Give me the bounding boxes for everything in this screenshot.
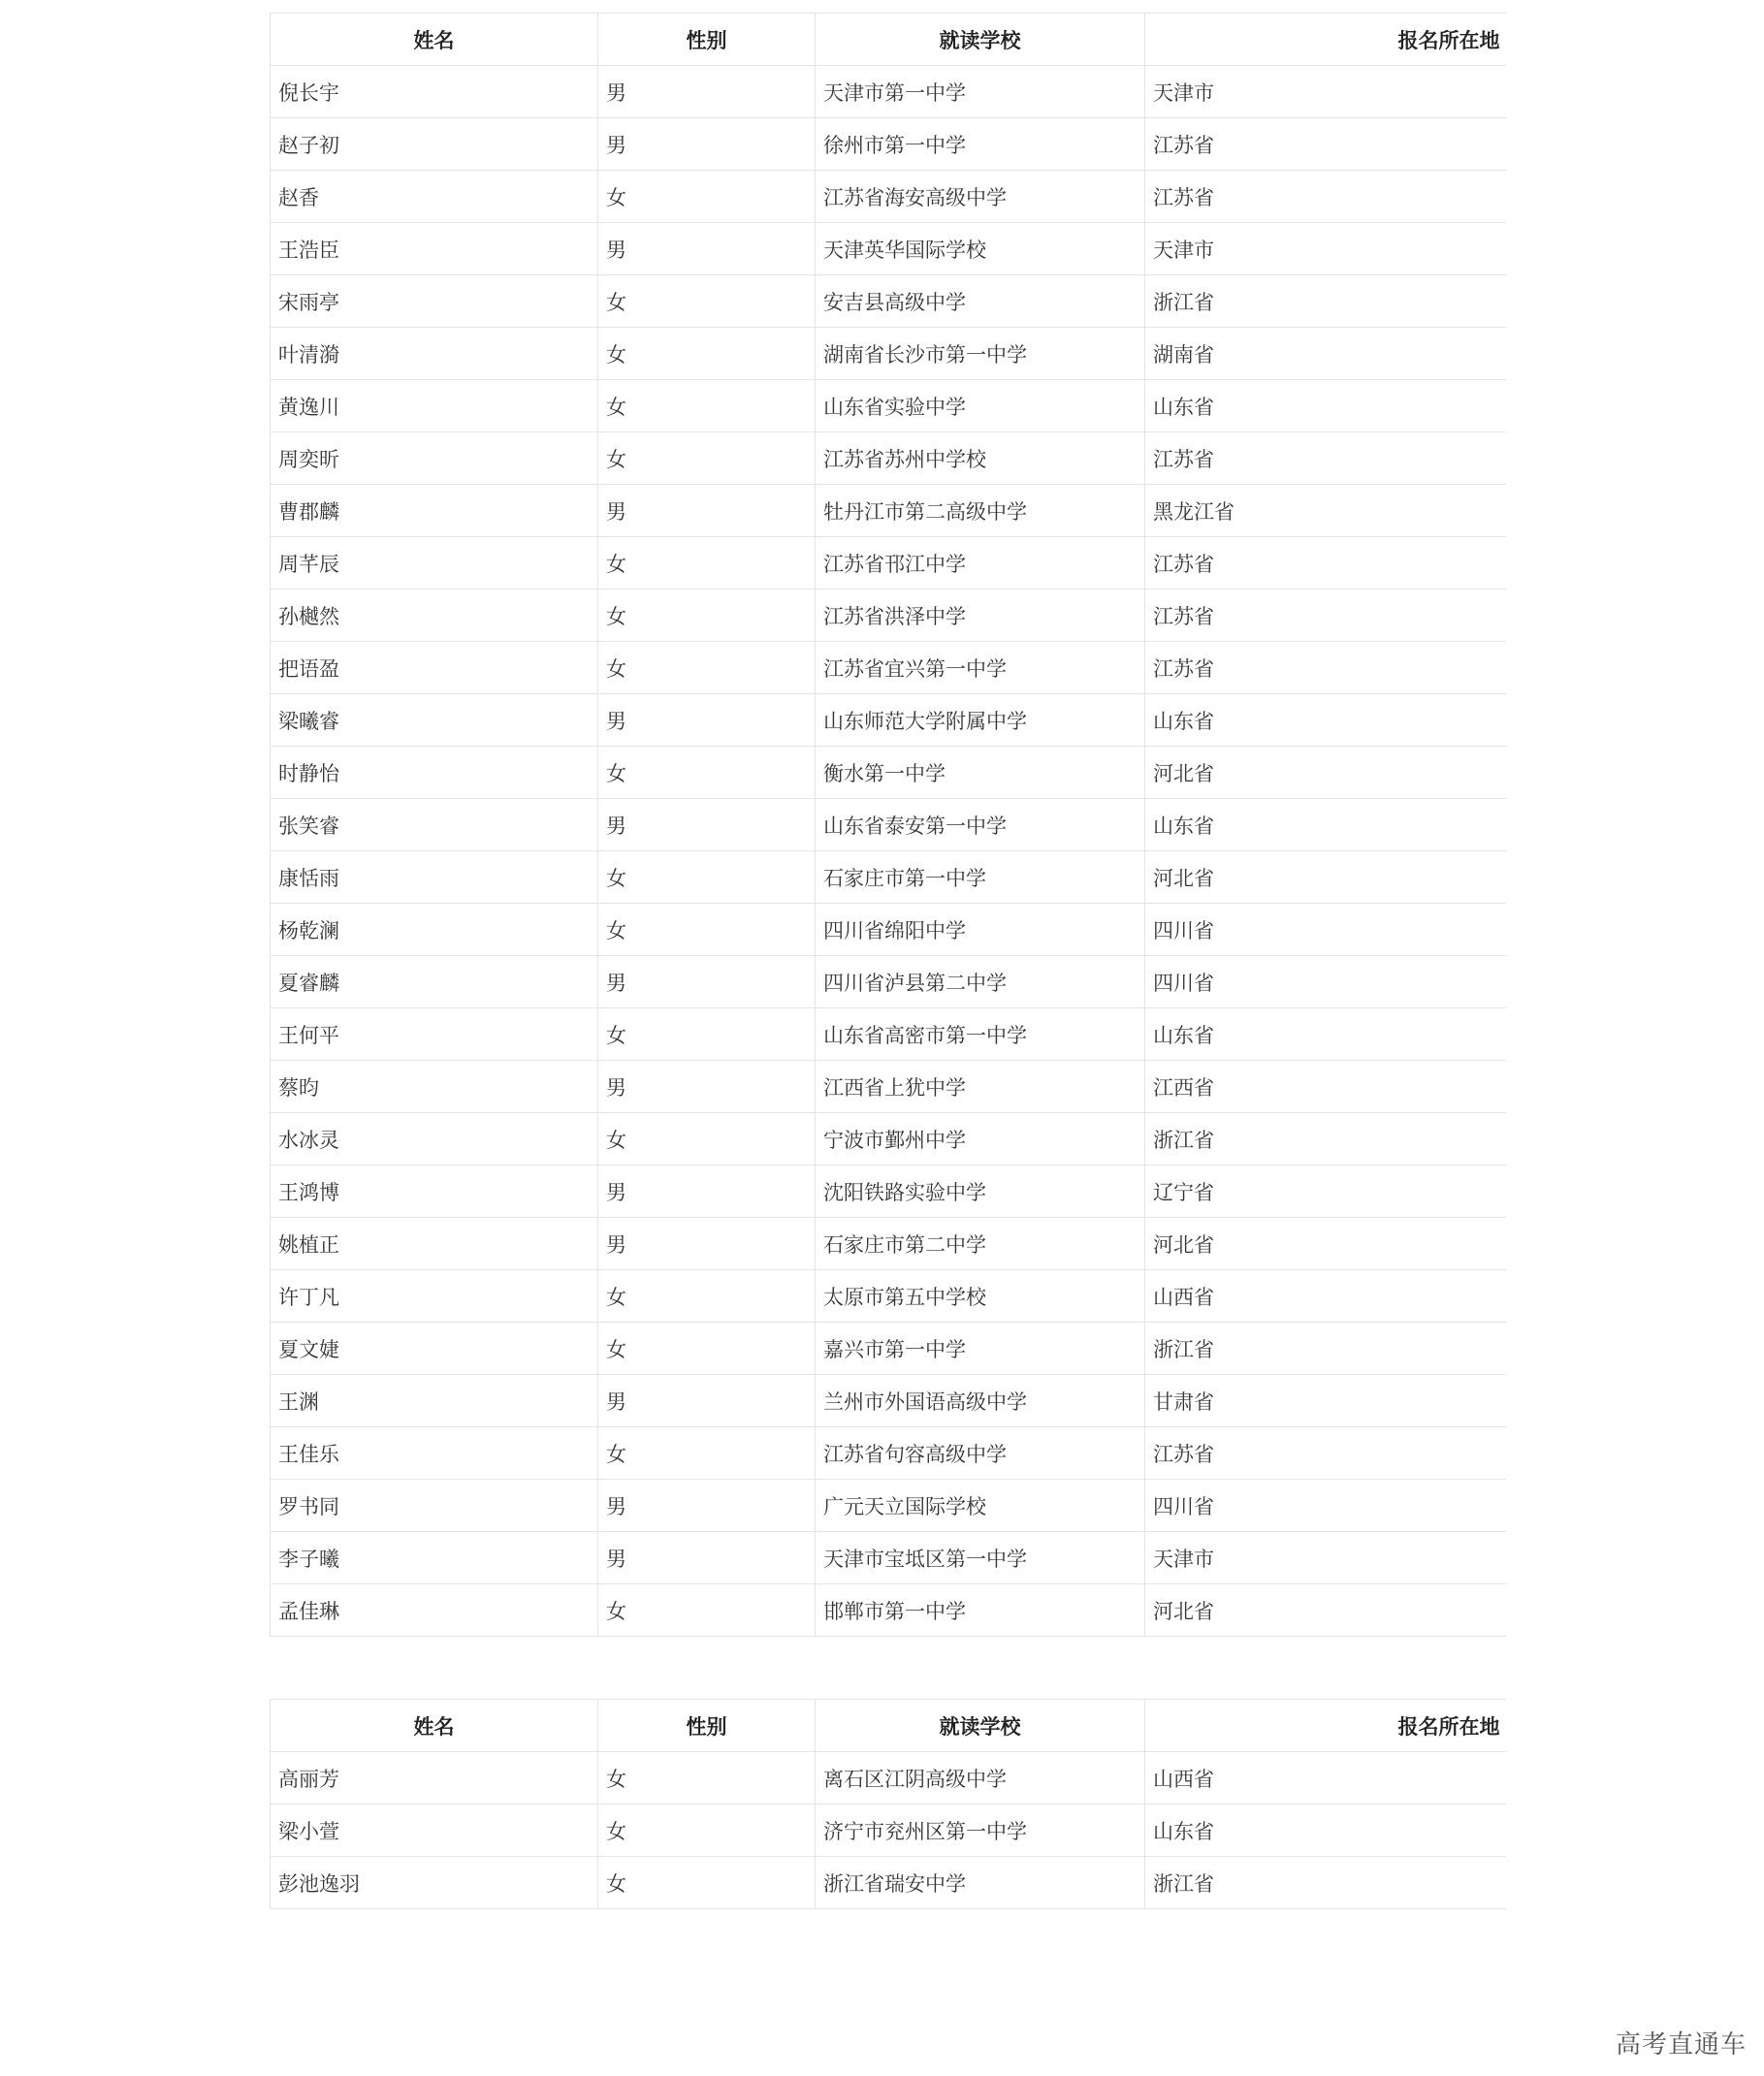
table-row	[271, 1584, 1506, 1637]
cell-name: 孙樾然	[271, 590, 598, 642]
cell-gender: 男	[598, 799, 816, 851]
cell-region: 江苏省	[1145, 432, 1506, 485]
cell-school: 离石区江阴高级中学	[816, 1752, 1145, 1805]
cell-name: 蔡昀	[271, 1061, 598, 1113]
cell-name: 曹郡麟	[271, 485, 598, 537]
table-row	[271, 956, 1506, 1008]
cell-school: 石家庄市第二中学	[816, 1218, 1145, 1270]
table-row	[271, 904, 1506, 956]
cell-school: 山东省实验中学	[816, 380, 1145, 432]
cell-name: 李子曦	[271, 1532, 598, 1584]
table-row	[271, 642, 1506, 694]
cell-region: 四川省	[1145, 1480, 1506, 1532]
cell-gender: 女	[598, 1584, 816, 1637]
cell-name: 夏睿麟	[271, 956, 598, 1008]
cell-region: 河北省	[1145, 1218, 1506, 1270]
cell-region: 山东省	[1145, 1008, 1506, 1061]
cell-school: 广元天立国际学校	[816, 1480, 1145, 1532]
cell-name: 罗书同	[271, 1480, 598, 1532]
cell-school: 嘉兴市第一中学	[816, 1323, 1145, 1375]
table-row	[271, 328, 1506, 380]
cell-school: 邯郸市第一中学	[816, 1584, 1145, 1637]
cell-region: 山西省	[1145, 1752, 1506, 1805]
cell-school: 兰州市外国语高级中学	[816, 1375, 1145, 1427]
cell-name: 叶清漪	[271, 328, 598, 380]
cell-name: 杨乾澜	[271, 904, 598, 956]
cell-gender: 女	[598, 432, 816, 485]
cell-school: 天津市第一中学	[816, 66, 1145, 118]
cell-gender: 女	[598, 1270, 816, 1323]
cell-gender: 男	[598, 1375, 816, 1427]
cell-name: 王何平	[271, 1008, 598, 1061]
cell-gender: 女	[598, 171, 816, 223]
cell-region: 江苏省	[1145, 590, 1506, 642]
cell-region: 浙江省	[1145, 1857, 1506, 1909]
cell-region: 江西省	[1145, 1061, 1506, 1113]
cell-school: 江苏省洪泽中学	[816, 590, 1145, 642]
cell-name: 梁小萱	[271, 1805, 598, 1857]
cell-region: 江苏省	[1145, 642, 1506, 694]
cell-school: 山东省高密市第一中学	[816, 1008, 1145, 1061]
table-header-row	[271, 14, 1506, 66]
cell-region: 山东省	[1145, 380, 1506, 432]
cell-school: 安吉县高级中学	[816, 275, 1145, 328]
table-row	[271, 1166, 1506, 1218]
cell-school: 湖南省长沙市第一中学	[816, 328, 1145, 380]
cell-school: 四川省绵阳中学	[816, 904, 1145, 956]
cell-gender: 女	[598, 1805, 816, 1857]
cell-name: 王佳乐	[271, 1427, 598, 1480]
cell-school: 宁波市鄞州中学	[816, 1113, 1145, 1166]
cell-gender: 女	[598, 380, 816, 432]
cell-name: 王渊	[271, 1375, 598, 1427]
table-row	[271, 537, 1506, 590]
cell-gender: 女	[598, 1113, 816, 1166]
cell-region: 浙江省	[1145, 1323, 1506, 1375]
cell-gender: 女	[598, 275, 816, 328]
cell-name: 高丽芳	[271, 1752, 598, 1805]
table-row	[271, 851, 1506, 904]
table-row	[271, 171, 1506, 223]
cell-region: 黑龙江省	[1145, 485, 1506, 537]
cell-gender: 男	[598, 223, 816, 275]
cell-name: 王鸿博	[271, 1166, 598, 1218]
watermark-text: 高考直通车	[1615, 2030, 1747, 2060]
cell-gender: 女	[598, 904, 816, 956]
cell-region: 山东省	[1145, 799, 1506, 851]
cell-name: 周奕昕	[271, 432, 598, 485]
cell-region: 天津市	[1145, 223, 1506, 275]
header-region: 报名所在地	[1145, 14, 1506, 66]
cell-name: 倪长宇	[271, 66, 598, 118]
cell-gender: 男	[598, 485, 816, 537]
cell-school: 济宁市兖州区第一中学	[816, 1805, 1145, 1857]
table-row	[271, 223, 1506, 275]
table-row	[271, 275, 1506, 328]
table-row	[271, 799, 1506, 851]
cell-region: 江苏省	[1145, 171, 1506, 223]
cell-name: 彭池逸羽	[271, 1857, 598, 1909]
cell-name: 赵子初	[271, 118, 598, 171]
cell-gender: 女	[598, 1857, 816, 1909]
cell-school: 天津英华国际学校	[816, 223, 1145, 275]
cell-name: 姚植正	[271, 1218, 598, 1270]
cell-name: 把语盈	[271, 642, 598, 694]
cell-school: 石家庄市第一中学	[816, 851, 1145, 904]
header-name: 姓名	[271, 14, 598, 66]
cell-name: 赵香	[271, 171, 598, 223]
cell-gender: 男	[598, 1166, 816, 1218]
cell-gender: 女	[598, 1752, 816, 1805]
table-row	[271, 1857, 1506, 1909]
table-row	[271, 694, 1506, 747]
student-table-1	[270, 13, 1506, 1637]
cell-school: 天津市宝坻区第一中学	[816, 1532, 1145, 1584]
table-row	[271, 1113, 1506, 1166]
cell-school: 太原市第五中学校	[816, 1270, 1145, 1323]
cell-region: 甘肃省	[1145, 1375, 1506, 1427]
table-row	[271, 1323, 1506, 1375]
table-row	[271, 747, 1506, 799]
header-name: 姓名	[271, 1700, 598, 1752]
cell-name: 时静怡	[271, 747, 598, 799]
cell-name: 夏文婕	[271, 1323, 598, 1375]
table-row	[271, 1375, 1506, 1427]
cell-region: 山西省	[1145, 1270, 1506, 1323]
table-row	[271, 66, 1506, 118]
cell-school: 沈阳铁路实验中学	[816, 1166, 1145, 1218]
cell-region: 四川省	[1145, 956, 1506, 1008]
cell-gender: 女	[598, 537, 816, 590]
cell-school: 江西省上犹中学	[816, 1061, 1145, 1113]
cell-region: 四川省	[1145, 904, 1506, 956]
cell-name: 康恬雨	[271, 851, 598, 904]
cell-name: 周芊辰	[271, 537, 598, 590]
cell-name: 张笑睿	[271, 799, 598, 851]
header-region: 报名所在地	[1145, 1700, 1506, 1752]
table-row	[271, 1270, 1506, 1323]
cell-school: 江苏省苏州中学校	[816, 432, 1145, 485]
cell-school: 江苏省邗江中学	[816, 537, 1145, 590]
cell-school: 四川省泸县第二中学	[816, 956, 1145, 1008]
cell-name: 王浩臣	[271, 223, 598, 275]
table-row	[271, 1061, 1506, 1113]
cell-school: 江苏省句容高级中学	[816, 1427, 1145, 1480]
cell-region: 天津市	[1145, 1532, 1506, 1584]
cell-school: 浙江省瑞安中学	[816, 1857, 1145, 1909]
cell-school: 衡水第一中学	[816, 747, 1145, 799]
header-school: 就读学校	[816, 14, 1145, 66]
cell-region: 江苏省	[1145, 1427, 1506, 1480]
cell-gender: 男	[598, 1061, 816, 1113]
cell-gender: 女	[598, 590, 816, 642]
table-row	[271, 590, 1506, 642]
cell-region: 辽宁省	[1145, 1166, 1506, 1218]
cell-gender: 女	[598, 1427, 816, 1480]
cell-gender: 男	[598, 1480, 816, 1532]
cell-school: 牡丹江市第二高级中学	[816, 485, 1145, 537]
table-row	[271, 1532, 1506, 1584]
cell-name: 许丁凡	[271, 1270, 598, 1323]
cell-name: 黄逸川	[271, 380, 598, 432]
cell-gender: 女	[598, 1323, 816, 1375]
header-gender: 性别	[598, 14, 816, 66]
table-row	[271, 380, 1506, 432]
cell-name: 梁曦睿	[271, 694, 598, 747]
student-table-2	[270, 1699, 1506, 1909]
cell-region: 江苏省	[1145, 537, 1506, 590]
cell-name: 宋雨亭	[271, 275, 598, 328]
cell-school: 山东省泰安第一中学	[816, 799, 1145, 851]
cell-region: 河北省	[1145, 851, 1506, 904]
cell-region: 浙江省	[1145, 275, 1506, 328]
header-gender: 性别	[598, 1700, 816, 1752]
cell-gender: 男	[598, 118, 816, 171]
cell-gender: 女	[598, 851, 816, 904]
table-header-row	[271, 1700, 1506, 1752]
cell-name: 孟佳琳	[271, 1584, 598, 1637]
table-row	[271, 1805, 1506, 1857]
table-row	[271, 1427, 1506, 1480]
table-row	[271, 1218, 1506, 1270]
cell-gender: 男	[598, 694, 816, 747]
cell-school: 徐州市第一中学	[816, 118, 1145, 171]
table-row	[271, 1752, 1506, 1805]
cell-gender: 女	[598, 642, 816, 694]
cell-name: 水冰灵	[271, 1113, 598, 1166]
cell-school: 江苏省宜兴第一中学	[816, 642, 1145, 694]
cell-region: 山东省	[1145, 694, 1506, 747]
cell-gender: 女	[598, 747, 816, 799]
cell-gender: 男	[598, 66, 816, 118]
cell-gender: 女	[598, 1008, 816, 1061]
table-row	[271, 118, 1506, 171]
table-row	[271, 432, 1506, 485]
cell-gender: 男	[598, 1218, 816, 1270]
cell-region: 河北省	[1145, 747, 1506, 799]
table-row	[271, 485, 1506, 537]
cell-region: 山东省	[1145, 1805, 1506, 1857]
cell-region: 天津市	[1145, 66, 1506, 118]
cell-gender: 男	[598, 956, 816, 1008]
cell-school: 山东师范大学附属中学	[816, 694, 1145, 747]
cell-region: 浙江省	[1145, 1113, 1506, 1166]
cell-gender: 男	[598, 1532, 816, 1584]
table-row	[271, 1008, 1506, 1061]
cell-school: 江苏省海安高级中学	[816, 171, 1145, 223]
cell-region: 江苏省	[1145, 118, 1506, 171]
cell-region: 湖南省	[1145, 328, 1506, 380]
cell-region: 河北省	[1145, 1584, 1506, 1637]
header-school: 就读学校	[816, 1700, 1145, 1752]
table-row	[271, 1480, 1506, 1532]
cell-gender: 女	[598, 328, 816, 380]
